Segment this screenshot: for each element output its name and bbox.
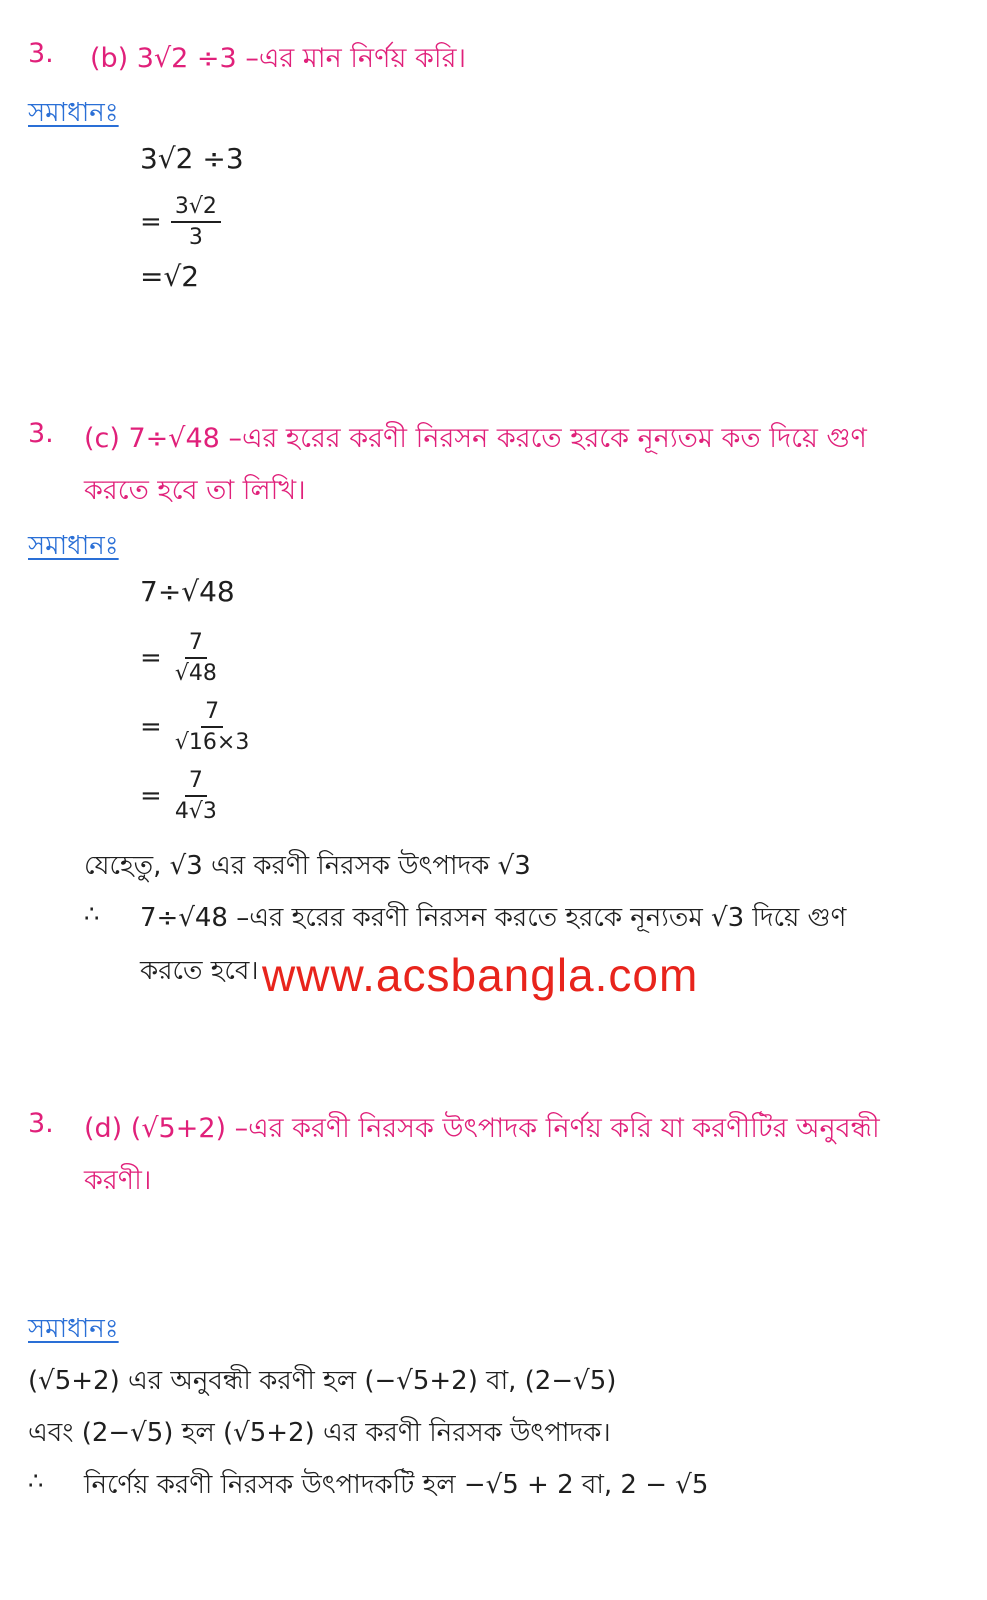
fraction — [171, 699, 253, 756]
question-text-c-line2: করতে হবে তা লিখি। — [84, 475, 306, 506]
question-text-d-line2: করণী। — [84, 1165, 152, 1196]
solution-label-d: সমাধানঃ — [28, 1314, 119, 1344]
equals-sign: = — [140, 643, 162, 674]
c-fraction-step-2 — [140, 699, 253, 756]
d-line3: নির্ণেয় করণী নিরসক উৎপাদকটি হল −√5 + 2 বা, 2 − √5 — [84, 1470, 709, 1500]
question-number-d: 3. — [28, 1108, 54, 1139]
fraction-numerator: 7 — [185, 630, 207, 659]
equals-sign: = — [140, 712, 162, 743]
c-reason: যেহেতু, √3 এর করণী নিরসক উৎপাদক √3 — [84, 851, 531, 881]
therefore-symbol-c: ∴ — [84, 900, 100, 928]
d-line2: এবং (2−√5) হল (√5+2) এর করণী নিরসক উৎপাদক। — [28, 1418, 611, 1448]
fraction — [171, 194, 221, 251]
fraction-numerator: 7 — [201, 699, 223, 728]
b-fraction-step — [140, 194, 221, 251]
question-number-c: 3. — [28, 418, 54, 449]
equals-sign: = — [140, 207, 162, 238]
solution-label-c: সমাধানঃ — [28, 531, 119, 561]
watermark: www.acsbangla.com — [262, 949, 699, 1001]
fraction-denominator: √16×3 — [174, 730, 250, 756]
b-expression: 3√2 ÷3 — [140, 142, 244, 175]
fraction-denominator: 3 — [188, 225, 203, 251]
fraction — [171, 768, 221, 825]
equals-sign: = — [140, 781, 162, 812]
fraction — [171, 630, 221, 687]
b-result: =√2 — [140, 260, 200, 293]
fraction-numerator: 3√2 — [171, 194, 221, 223]
question-text-c-line1: (c) 7÷√48 –এর হরের করণী নিরসন করতে হরকে নূন্যতম কত দিয়ে গুণ — [84, 423, 867, 454]
question-number-b: 3. — [28, 38, 54, 69]
c-conclusion-line2: করতে হবে। — [140, 956, 259, 986]
c-conclusion-line1: 7÷√48 –এর হরের করণী নিরসন করতে হরকে নূন্যতম √3 দিয়ে গুণ — [140, 903, 847, 933]
fraction-denominator: √48 — [174, 661, 217, 687]
c-expression: 7÷√48 — [140, 575, 235, 608]
d-line1: (√5+2) এর অনুবন্ধী করণী হল (−√5+2) বা, (2−√5) — [28, 1366, 617, 1396]
question-text-b: (b) 3√2 ÷3 –এর মান নির্ণয় করি। — [90, 43, 467, 74]
fraction-numerator: 7 — [185, 768, 207, 797]
c-fraction-step-1 — [140, 630, 221, 687]
solution-label-b: সমাধানঃ — [28, 98, 119, 128]
fraction-denominator: 4√3 — [174, 799, 217, 825]
therefore-symbol-d: ∴ — [28, 1467, 44, 1495]
c-fraction-step-3 — [140, 768, 221, 825]
question-text-d-line1: (d) (√5+2) –এর করণী নিরসক উৎপাদক নির্ণয় করি যা করণীটির অনুবন্ধী — [84, 1113, 880, 1144]
